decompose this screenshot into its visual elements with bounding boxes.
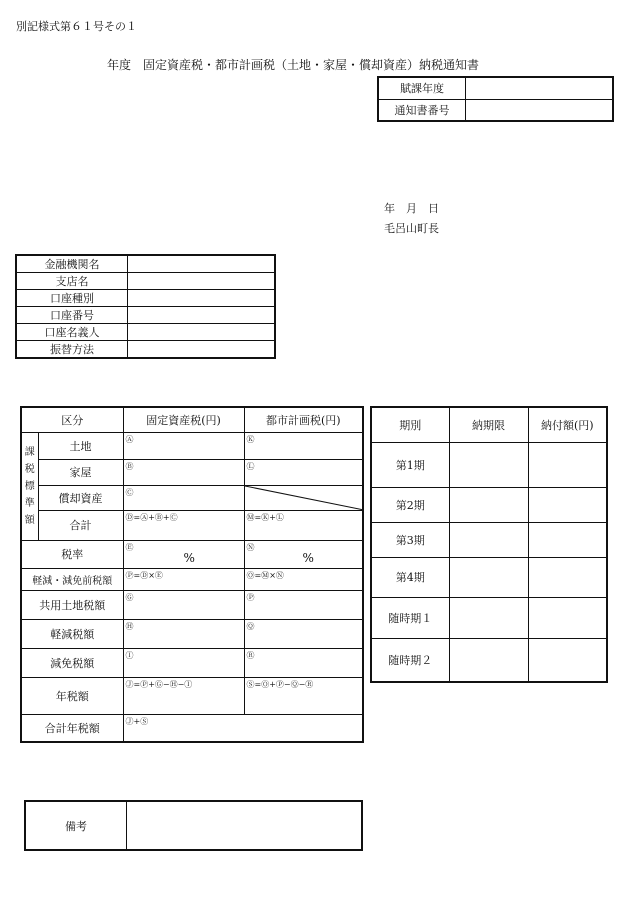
date-line: 年 月 日 — [384, 202, 439, 215]
vlabel-char: 額 — [24, 514, 35, 526]
rate-city — [244, 540, 363, 568]
remarks-table — [24, 800, 363, 851]
period-amount — [528, 442, 607, 487]
notice-number-label: 通知書番号 — [378, 99, 466, 121]
year-label: 賦課年度 — [378, 77, 466, 99]
rate-fixed-mark: Ⓔ — [125, 542, 134, 552]
pre-reduction-label: 軽減・減免前税額 — [21, 568, 123, 590]
diagonal-line — [245, 486, 364, 510]
period-label: 第3期 — [371, 522, 449, 557]
period-label: 第1期 — [371, 442, 449, 487]
branch-label: 支店名 — [16, 273, 128, 290]
header-box — [377, 76, 614, 122]
period-amount — [528, 638, 607, 682]
page-title: 年度 固定資産税・都市計画税（土地・家屋・償却資産）納税通知書 — [107, 58, 480, 72]
rate-label: 税率 — [21, 540, 123, 568]
account-number-value[interactable] — [128, 307, 276, 324]
branch-value[interactable] — [128, 273, 276, 290]
remarks-label: 備考 — [25, 801, 127, 850]
vlabel-char: 課 — [24, 446, 35, 458]
tax-table — [20, 406, 364, 743]
period-deadline — [449, 597, 528, 638]
period-deadline — [449, 557, 528, 597]
house-fixed: Ⓑ — [123, 459, 244, 485]
account-type-label: 口座種別 — [16, 290, 128, 307]
remarks-value[interactable] — [127, 801, 363, 850]
total-value: Ⓙ+Ⓢ — [123, 714, 363, 742]
depreciable-city-crossed — [244, 485, 363, 510]
subtotal-label: 合計 — [38, 510, 123, 540]
header-city: 都市計画税(円) — [244, 407, 363, 432]
land-label: 土地 — [38, 432, 123, 459]
schedule-header-period: 期別 — [371, 407, 449, 442]
header-kubun: 区分 — [21, 407, 123, 432]
year-value[interactable] — [466, 77, 614, 99]
period-amount — [528, 522, 607, 557]
shared-land-fixed: Ⓖ — [123, 590, 244, 619]
house-city: Ⓛ — [244, 459, 363, 485]
period-label: 第4期 — [371, 557, 449, 597]
depreciable-fixed: Ⓒ — [123, 485, 244, 510]
period-label: 随時期１ — [371, 597, 449, 638]
vlabel-char: 標 — [24, 480, 35, 492]
rate-fixed — [123, 540, 244, 568]
reduction-fixed: Ⓗ — [123, 619, 244, 648]
subtotal-fixed: Ⓓ=Ⓐ+Ⓑ+Ⓒ — [123, 510, 244, 540]
bank-name-label: 金融機関名 — [16, 255, 128, 273]
schedule-header-deadline: 納期限 — [449, 407, 528, 442]
annual-city: Ⓢ=Ⓞ+Ⓟ−Ⓠ−Ⓡ — [244, 677, 363, 714]
header-fixed: 固定資産税(円) — [123, 407, 244, 432]
notice-number-value[interactable] — [466, 99, 614, 121]
shared-land-label: 共用土地税額 — [21, 590, 123, 619]
form-id: 別記様式第６１号その１ — [16, 20, 137, 33]
period-deadline — [449, 522, 528, 557]
exemption-label: 減免税額 — [21, 648, 123, 677]
subtotal-city: Ⓜ=Ⓚ+Ⓛ — [244, 510, 363, 540]
shared-land-city: Ⓟ — [244, 590, 363, 619]
pre-reduction-fixed: Ⓟ=Ⓓ×Ⓔ — [123, 568, 244, 590]
tax-base-vertical-label — [21, 432, 38, 540]
annual-label: 年税額 — [21, 677, 123, 714]
house-label: 家屋 — [38, 459, 123, 485]
transfer-method-label: 振替方法 — [16, 341, 128, 359]
land-city: Ⓚ — [244, 432, 363, 459]
account-type-value[interactable] — [128, 290, 276, 307]
period-label: 随時期２ — [371, 638, 449, 682]
total-label: 合計年税額 — [21, 714, 123, 742]
account-holder-label: 口座名義人 — [16, 324, 128, 341]
vlabel-char: 準 — [24, 497, 35, 509]
period-deadline — [449, 487, 528, 522]
depreciable-label: 償却資産 — [38, 485, 123, 510]
period-amount — [528, 597, 607, 638]
bank-table — [15, 254, 276, 359]
rate-city-unit: % — [302, 550, 314, 565]
period-amount — [528, 557, 607, 597]
vlabel-char: 税 — [24, 463, 35, 475]
exemption-city: Ⓡ — [244, 648, 363, 677]
rate-fixed-unit: % — [183, 550, 195, 565]
pre-reduction-city: Ⓞ=Ⓜ×Ⓝ — [244, 568, 363, 590]
period-deadline — [449, 442, 528, 487]
period-amount — [528, 487, 607, 522]
schedule-header-amount: 納付額(円) — [528, 407, 607, 442]
rate-city-mark: Ⓝ — [246, 542, 255, 552]
period-label: 第2期 — [371, 487, 449, 522]
account-holder-value[interactable] — [128, 324, 276, 341]
exemption-fixed: Ⓘ — [123, 648, 244, 677]
account-number-label: 口座番号 — [16, 307, 128, 324]
period-deadline — [449, 638, 528, 682]
schedule-table — [370, 406, 608, 683]
reduction-city: Ⓠ — [244, 619, 363, 648]
transfer-method-value[interactable] — [128, 341, 276, 359]
issuer: 毛呂山町長 — [384, 222, 439, 235]
land-fixed: Ⓐ — [123, 432, 244, 459]
bank-name-value[interactable] — [128, 255, 276, 273]
annual-fixed: Ⓙ=Ⓟ+Ⓖ−Ⓗ−Ⓘ — [123, 677, 244, 714]
reduction-label: 軽減税額 — [21, 619, 123, 648]
